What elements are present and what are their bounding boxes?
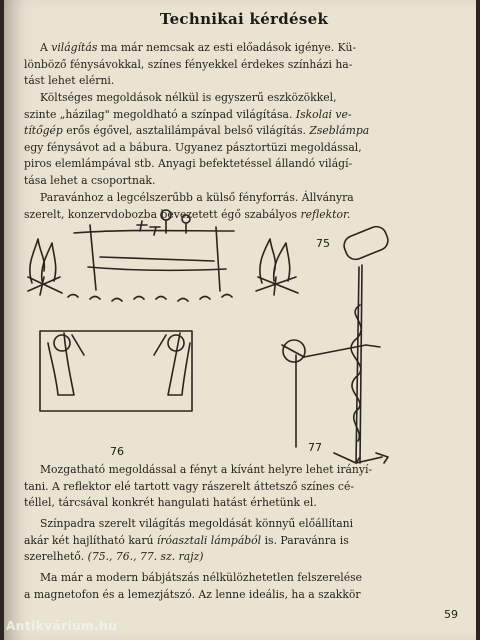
paragraph-1 <box>24 40 468 90</box>
text-line: Mozgatható megoldással a fényt a kívánt helyre lehet irányí- <box>40 463 373 476</box>
text-line: Ma már a modern bábjátszás nélkülözhetetlen felszerelése <box>40 571 363 584</box>
footlights <box>68 295 232 302</box>
emphasis: títőgép <box>24 124 63 138</box>
emphasis: íróasztali lámpából <box>156 533 262 547</box>
emphasis: (75., 76., 77. sz. rajz) <box>87 550 204 564</box>
text-line: tani. A reflektor elé tartott vagy rászerelt áttetsző színes cé- <box>24 479 355 493</box>
page-number: 59 <box>444 608 458 621</box>
paragraph-2 <box>24 90 468 190</box>
figure-75-label: 75 <box>316 237 330 250</box>
text-line: egy fénysávot ad a bábura. Ugyanez pásztortüzi megoldással, <box>24 140 362 154</box>
paragraph-5 <box>24 516 468 566</box>
emphasis: Iskolai ve- <box>295 107 352 121</box>
campfire-right <box>256 239 298 295</box>
text-line: téllel, tárcsával konkrét hangulati hatást érhetünk el. <box>24 496 317 510</box>
text-line: piros elemlámpával stb. Anyagi befektetéssel állandó világí- <box>24 157 353 171</box>
text-line: a magnetofon és a lemezjátszó. Az lenne ideális, ha a szakkör <box>24 587 361 601</box>
text-line: szerelt, konzervdobozba bevezetett égő szabályos reflektor. <box>24 207 351 221</box>
text-line: tása lehet a csoportnak. <box>24 173 156 187</box>
text-line: Paravánhoz a legcélszerűbb a külső fényforrás. Állványra <box>40 191 354 204</box>
emphasis: világítás <box>51 41 98 54</box>
book-page <box>4 0 476 640</box>
text-line: títőgép erős égővel, asztalilámpával belső világítás. Zseblámpa <box>24 124 370 138</box>
figure-77-label: 77 <box>308 441 322 454</box>
paragraph-6 <box>24 570 468 603</box>
campfire-left <box>28 239 62 295</box>
stage-lamps-drawing <box>40 331 192 411</box>
lighting-drawings <box>4 195 480 465</box>
reflector-stand-drawing <box>282 224 391 463</box>
text-line: Költséges megoldások nélkül is egyszerű eszközökkel, <box>40 91 337 104</box>
emphasis: reflektor. <box>300 207 351 221</box>
text-line: lönböző fénysávokkal, színes fényekkel érdekes színházi ha- <box>24 57 353 71</box>
text-line: A világítás ma már nemcsak az esti előadások igénye. Kü- <box>40 41 357 54</box>
paragraph-4 <box>24 462 468 512</box>
text-line: szerelhető. (75., 76., 77. sz. rajz) <box>24 550 204 564</box>
emphasis: Zseblámpa <box>309 124 370 138</box>
text-line: tást lehet elérni. <box>24 74 115 88</box>
watermark: Antikvárium.hu <box>6 619 118 633</box>
stage-frame <box>74 210 234 291</box>
text-line: Színpadra szerelt világítás megoldását könnyű előállítani <box>40 517 354 530</box>
page-title: Technikai kérdések <box>159 10 329 28</box>
illustrations <box>4 195 480 465</box>
text-line: szinte „házilag" megoldható a színpad világítása. Iskolai ve- <box>24 107 352 121</box>
figure-76-label: 76 <box>110 445 124 458</box>
text-line: akár két hajlítható karú íróasztali lámpából is. Paravánra is <box>24 533 349 547</box>
